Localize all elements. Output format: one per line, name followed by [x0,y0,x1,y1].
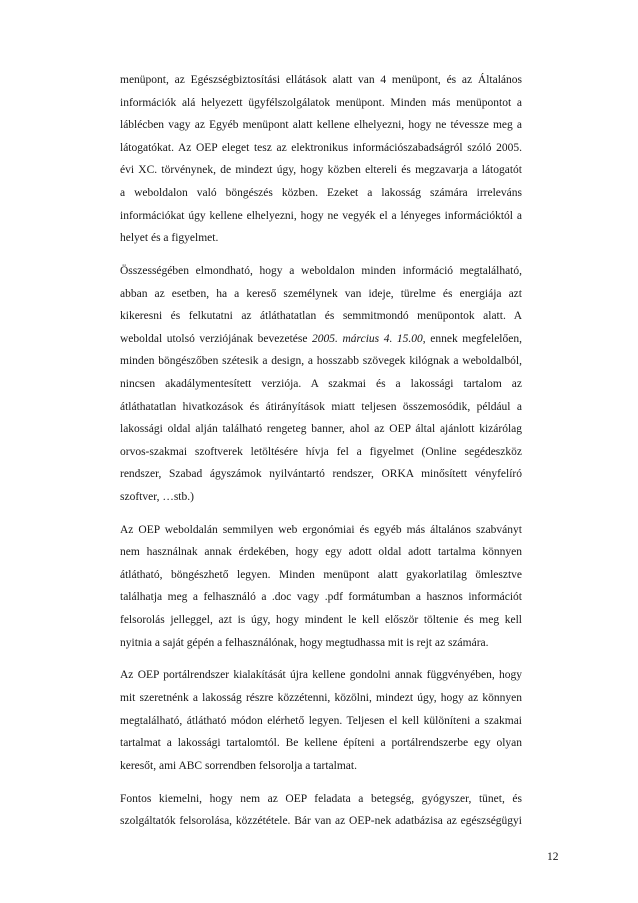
text-line: Az OEP portálrendszer kialakítását újra kellene gondolni annak függvényében, hogy [120,669,522,682]
text-line: nincsen akadálymentesített verziója. A szakmai és a lakossági tartalom az [120,377,522,390]
text-line: a weboldalon való böngészés közben. Ezeket a lakosság számára irreleváns [120,186,522,199]
paragraph [120,519,522,655]
text-line: Az OEP weboldalán semmilyen web ergonómiai és egyéb más általános szabványt [120,523,522,536]
text-line: megtalálható, átlátható módon elérhető legyen. Teljesen el kell különíteni a szakmai [120,714,522,727]
text-line: felsorolás jelleggel, azt is úgy, hogy mindent le kell először töltenie és meg kell [120,614,522,627]
text-line: szoftver, …stb.) [120,490,194,503]
page-body [120,69,522,843]
text-line: átlátható, böngészhető legyen. Minden menüpont alatt gyakorlatilag ömlesztve [120,568,522,581]
paragraph [120,664,522,777]
text-line [120,328,522,351]
text-line: nyitnia a saját gépén a felhasználónak, hogy megtudhassa mit is rejt az számára. [120,636,489,649]
text-line: abban az esetben, ha a kereső személynek van ideje, türelme és energiája azt [120,287,522,300]
text-line: kikeresni és felkutatni az átláthatatlan és semmitmondó menüpontok alatt. A [120,310,522,323]
release-date-emphasis: 2005. március 4. 15.00 [312,332,423,345]
page-number: 12 [547,851,559,863]
text-line: átláthatatlan hivatkozások és átirányítások miatt teljesen összemosódik, például a [120,400,522,413]
text-line: keresőt, ami ABC sorrendben felsorolja a tartalmat. [120,759,357,772]
text-line: menüpont, az Egészségbiztosítási ellátások alatt van 4 menüpont, és az Általános [120,74,522,86]
paragraph [120,69,522,250]
text-line: lakossági oldal alján található rengeteg banner, ahol az OEP által ajánlott kizárólag [120,423,522,436]
text-line: látogatókat. Az OEP eleget tesz az elektronikus információszabadságról szóló 2005. [120,141,522,154]
text-line: mit szeretnénk a lakosság részre közzétenni, közölni, mindezt úgy, hogy az könnyen [120,692,522,704]
paragraph [120,260,522,509]
text-line: információk alá helyezett ügyfélszolgálatok menüpont. Minden más menüpontot a [120,96,522,109]
text-line: orvos-szakmai szoftverek letöltésére hívja fel a figyelmet (Online segédeszköz [120,445,522,458]
paragraph [120,788,522,833]
text-line: találhatja meg a felhasználó a .doc vagy .pdf formátumban a hasznos információt [120,591,522,604]
text-line: évi XC. törvénynek, de mindezt úgy, hogy közben eltereli és megzavarja a látogatót [120,164,522,177]
text-line: tartalmat a lakossági tartalomtól. Be kellene építeni a portálrendszerbe egy olyan [120,737,522,750]
text-line: láblécben vagy az Egyéb menüpont alatt kellene elhelyezni, hogy ne tévessze meg a [120,119,522,132]
text-line: szolgáltatók felsorolása, közzététele. Bár van az OEP-nek adatbázisa az egészségügyi [120,815,522,828]
text-segment: , ennek megfelelően, [422,332,522,345]
text-line: minden böngészőben szétesik a design, a hosszabb szövegek kilógnak a weboldalból, [120,355,522,368]
text-line: rendszer, Szabad ágyszámok nyilvántartó rendszer, ORKA minősített vényfelíró [120,468,522,481]
text-line: helyet és a figyelmet. [120,232,219,245]
text-line: Fontos kiemelni, hogy nem az OEP feladata a betegség, gyógyszer, tünet, és [120,792,522,805]
text-line: nem használnak annak érdekében, hogy egy adott oldal adott tartalma könnyen [120,546,522,559]
text-line: Összességében elmondható, hogy a weboldalon minden információ megtalálható, [120,264,522,277]
text-segment: weboldal utolsó verziójának bevezetése [120,332,313,345]
text-line: információkat úgy kellene elhelyezni, hogy ne vegyék el a lényeges információktól a [120,209,522,222]
